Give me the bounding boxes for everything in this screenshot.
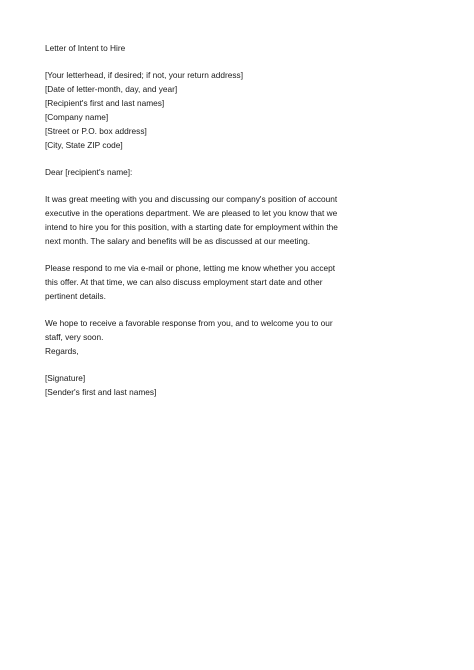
city-state-zip-line: [City, State ZIP code] [45,140,123,150]
paragraph-respond [45,261,345,303]
letter-body [45,41,345,399]
paragraph-line: It was great meeting with you and discussing our company's position of account [45,194,338,204]
paragraph-line: staff, very soon. [45,332,104,342]
salutation: Dear [recipient's name]: [45,167,133,177]
spacer [45,358,345,371]
spacer [45,303,345,316]
signature-block [45,371,345,399]
street-address-line: [Street or P.O. box address] [45,126,147,136]
signature-line: [Signature] [45,373,86,383]
recipient-name-line: [Recipient's first and last names] [45,98,165,108]
paragraph-welcome [45,316,345,344]
letter-title: Letter of Intent to Hire [45,43,126,53]
address-block [45,68,345,152]
return-address-line: [Your letterhead, if desired; if not, your return address] [45,70,244,80]
spacer [45,179,345,192]
date-line: [Date of letter-month, day, and year] [45,84,178,94]
spacer [45,248,345,261]
paragraph-line: Please respond to me via e-mail or phone, letting me know whether you accept [45,263,336,273]
sender-name-line: [Sender's first and last names] [45,387,157,397]
paragraph-line: this offer. At that time, we can also discuss employment start date and other [45,277,323,287]
company-name-line: [Company name] [45,112,109,122]
paragraph-line: executive in the operations department. We are pleased to let you know that we [45,208,338,218]
paragraph-offer [45,192,345,248]
closing: Regards, [45,346,79,356]
spacer [45,55,345,68]
paragraph-line: next month. The salary and benefits will be as discussed at our meeting. [45,236,311,246]
spacer [45,152,345,165]
paragraph-line: We hope to receive a favorable response from you, and to welcome you to our [45,318,333,328]
paragraph-line: pertinent details. [45,291,106,301]
paragraph-line: intend to hire you for this position, with a starting date for employment within the [45,222,338,232]
